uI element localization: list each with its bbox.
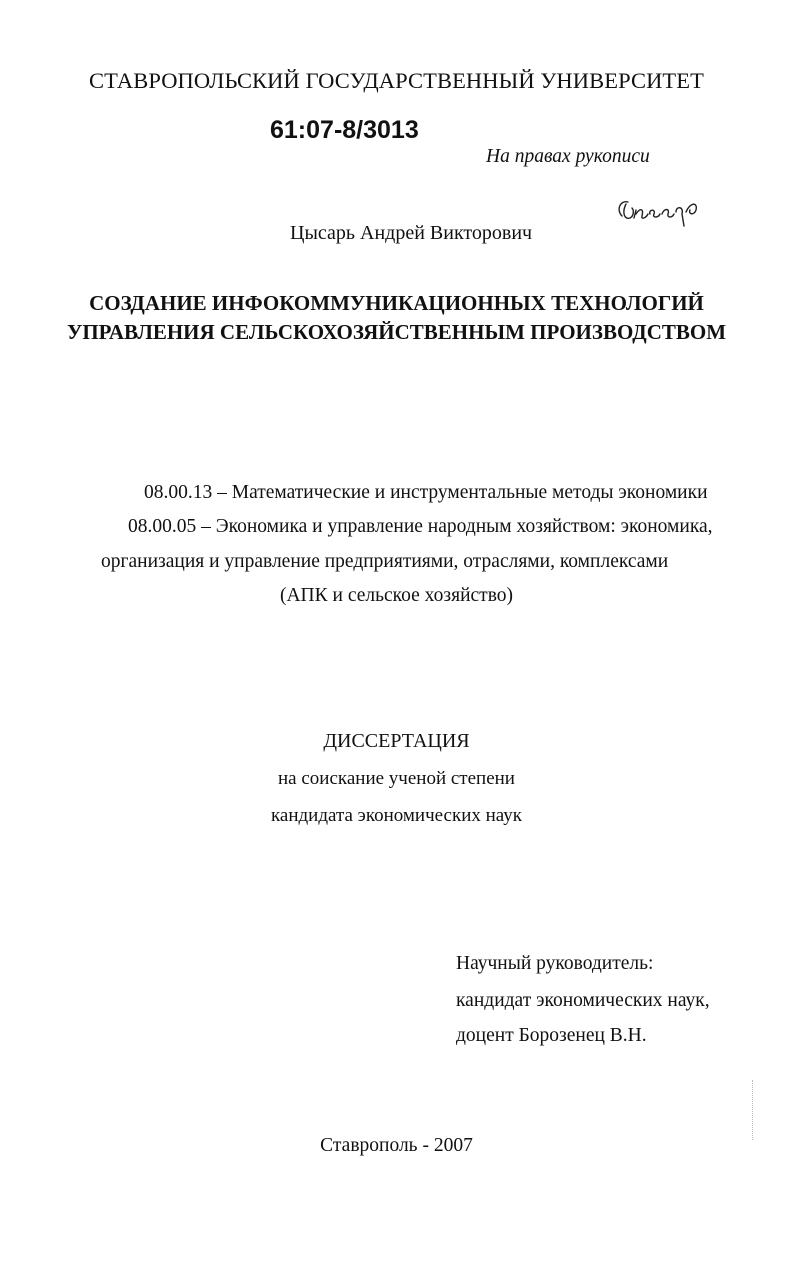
degree-line-1: на соискание ученой степени (278, 768, 515, 789)
document-type: ДИССЕРТАЦИЯ (323, 730, 470, 752)
university-name: СТАВРОПОЛЬСКИЙ ГОСУДАРСТВЕННЫЙ УНИВЕРСИТЕТ (89, 68, 704, 93)
author-name: Цысарь Андрей Викторович (290, 222, 533, 244)
rights-note: На правах рукописи (486, 146, 650, 167)
dissertation-title-line-1: СОЗДАНИЕ ИНФОКОММУНИКАЦИОННЫХ ТЕХНОЛОГИЙ (89, 291, 704, 315)
city-year: Ставрополь - 2007 (320, 1135, 473, 1156)
archive-code: 61:07-8/3013 (270, 116, 419, 144)
dissertation-title-line-2: УПРАВЛЕНИЯ СЕЛЬСКОХОЗЯЙСТВЕННЫМ ПРОИЗВОДСТВОМ (66, 320, 727, 344)
specialty-line-3: организация и управление предприятиями, отраслями, комплексами (101, 551, 669, 572)
supervisor-name: доцент Борозенец В.Н. (456, 1025, 647, 1046)
author-signature (612, 192, 708, 232)
specialty-line-4: (АПК и сельское хозяйство) (279, 585, 514, 606)
supervisor-degree: кандидат экономических наук, (456, 990, 710, 1011)
degree-line-2: кандидата экономических наук (270, 805, 523, 826)
supervisor-label: Научный руководитель: (456, 953, 654, 974)
scan-artifact (752, 1080, 755, 1140)
specialty-line-1: 08.00.13 – Математические и инструментальные методы экономики (144, 482, 708, 503)
specialty-line-2: 08.00.05 – Экономика и управление народным хозяйством: экономика, (128, 516, 713, 537)
